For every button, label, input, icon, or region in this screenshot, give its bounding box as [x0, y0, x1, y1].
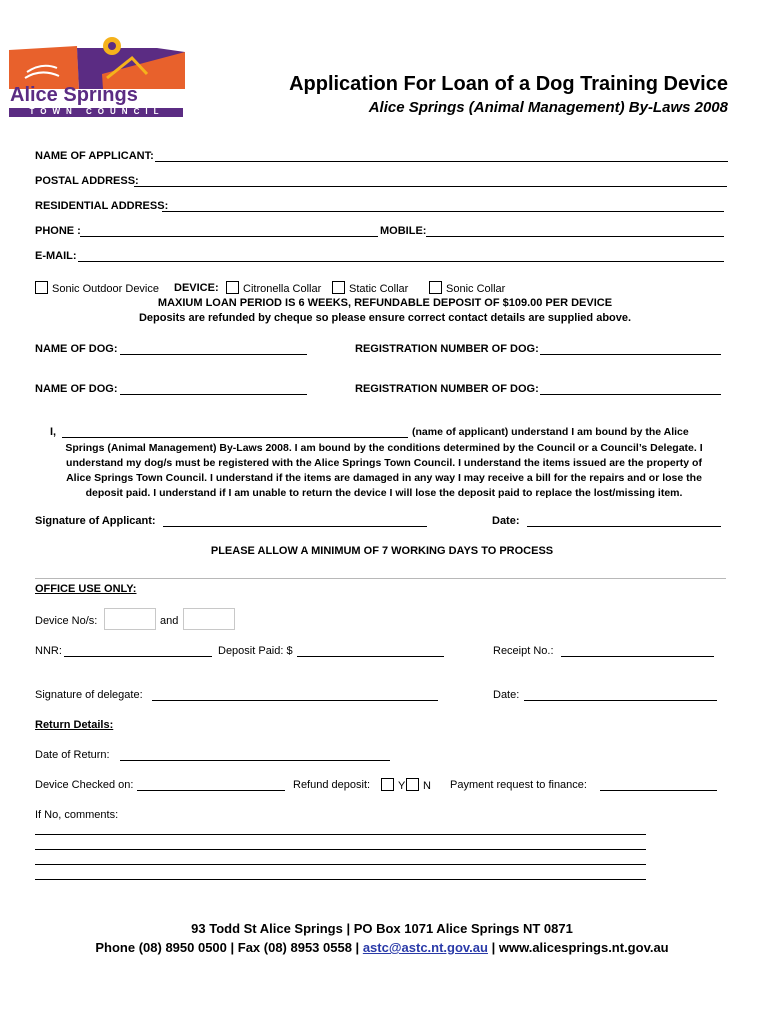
- nnr-field[interactable]: [64, 656, 212, 657]
- comments-line-1[interactable]: [35, 834, 646, 835]
- declaration-name-field[interactable]: [62, 437, 408, 438]
- applicant-signature-label: Signature of Applicant:: [35, 515, 156, 527]
- payment-request-label: Payment request to finance:: [450, 779, 587, 791]
- logo-title: Alice Springs: [10, 84, 138, 106]
- process-note: PLEASE ALLOW A MINIMUM OF 7 WORKING DAYS TO PROCESS: [210, 545, 554, 557]
- delegate-signature-field[interactable]: [152, 700, 438, 701]
- dog1-reg-field[interactable]: [540, 354, 721, 355]
- page-title: Application For Loan of a Dog Training Device: [289, 73, 728, 95]
- deposit-paid-label: Deposit Paid: $: [218, 645, 293, 657]
- dog2-name-label: NAME OF DOG:: [35, 383, 118, 395]
- receipt-no-label: Receipt No.:: [493, 645, 554, 657]
- residential-address-label: RESIDENTIAL ADDRESS:: [35, 200, 169, 212]
- nnr-label: NNR:: [35, 645, 62, 657]
- email-field[interactable]: [78, 261, 724, 262]
- footer-address: 93 Todd St Alice Springs | PO Box 1071 Alice Springs NT 0871: [191, 921, 573, 936]
- applicant-date-field[interactable]: [527, 526, 721, 527]
- return-date-field[interactable]: [120, 760, 390, 761]
- declaration-body: [30, 441, 738, 501]
- device-option-static: [332, 281, 408, 295]
- device-checked-field[interactable]: [137, 790, 285, 791]
- delegate-date-label: Date:: [493, 689, 520, 701]
- device-no-input-2[interactable]: [183, 608, 235, 630]
- deposit-paid-field[interactable]: [297, 656, 444, 657]
- page-subtitle: Alice Springs (Animal Management) By-Laws 2008: [368, 99, 728, 116]
- office-use-heading: [35, 583, 136, 595]
- delegate-signature-label: Signature of delegate:: [35, 689, 143, 701]
- footer-email-link[interactable]: astc@astc.nt.gov.au: [362, 940, 488, 955]
- dog1-name-field[interactable]: [120, 354, 307, 355]
- applicant-name-field[interactable]: [155, 161, 728, 162]
- device-label: DEVICE:: [174, 282, 219, 294]
- checkbox-refund-no[interactable]: [406, 778, 419, 791]
- council-logo: [7, 34, 185, 118]
- postal-address-field[interactable]: [134, 186, 727, 187]
- footer-phone-fax: Phone (08) 8950 0500 | Fax (08) 8953 0558 |: [95, 940, 360, 955]
- applicant-date-label: Date:: [492, 515, 520, 527]
- dog1-reg-label: REGISTRATION NUMBER OF DOG:: [355, 343, 539, 355]
- return-details-heading-text: Return Details:: [35, 719, 114, 731]
- declaration-line1: (name of applicant) understand I am bound by the Alice: [412, 426, 689, 438]
- refund-no-option: [406, 778, 431, 792]
- comments-label: If No, comments:: [35, 809, 119, 821]
- return-date-label: Date of Return:: [35, 749, 110, 761]
- dog2-reg-field[interactable]: [540, 394, 721, 395]
- refund-deposit-label: Refund deposit:: [293, 779, 371, 791]
- device-option-sonic-collar: [429, 281, 505, 295]
- mobile-label: MOBILE:: [380, 225, 427, 237]
- option-sonic-collar-label: Sonic Collar: [446, 283, 506, 295]
- declaration-line5: deposit paid. I understand if I am unable to return the device I will lose the deposit paid to replace the lost/missing item.: [85, 487, 683, 499]
- footer-website[interactable]: www.alicesprings.nt.gov.au: [498, 940, 669, 955]
- payment-request-field[interactable]: [600, 790, 717, 791]
- device-checked-label: Device Checked on:: [35, 779, 134, 791]
- office-divider: [35, 578, 726, 579]
- footer-contact: [0, 940, 764, 955]
- delegate-date-field[interactable]: [524, 700, 717, 701]
- loan-period-note: MAXIUM LOAN PERIOD IS 6 WEEKS, REFUNDABLE DEPOSIT OF $109.00 PER DEVICE: [157, 297, 613, 309]
- checkbox-sonic-outdoor[interactable]: [35, 281, 48, 294]
- declaration-line2: Springs (Animal Management) By-Laws 2008. I am bound by the conditions determined by the Council or a Council’s Delegate. I: [65, 442, 703, 454]
- checkbox-sonic-collar[interactable]: [429, 281, 442, 294]
- device-no-input-1[interactable]: [104, 608, 156, 630]
- postal-address-label: POSTAL ADDRESS:: [35, 175, 139, 187]
- receipt-no-field[interactable]: [561, 656, 714, 657]
- dog1-name-label: NAME OF DOG:: [35, 343, 118, 355]
- residential-address-field[interactable]: [162, 211, 724, 212]
- office-use-heading-text: OFFICE USE ONLY:: [35, 583, 137, 595]
- phone-field[interactable]: [80, 236, 378, 237]
- comments-line-3[interactable]: [35, 864, 646, 865]
- applicant-signature-field[interactable]: [163, 526, 427, 527]
- phone-label: PHONE :: [35, 225, 81, 237]
- return-details-heading: [35, 719, 113, 731]
- checkbox-citronella[interactable]: [226, 281, 239, 294]
- refund-yes-option: [381, 778, 405, 792]
- declaration-i: I,: [50, 426, 57, 438]
- comments-line-2[interactable]: [35, 849, 646, 850]
- footer-separator: |: [491, 940, 496, 955]
- refund-yes-label: Y: [398, 780, 406, 792]
- refund-no-label: N: [423, 780, 431, 792]
- mobile-field[interactable]: [426, 236, 724, 237]
- option-static-label: Static Collar: [349, 283, 409, 295]
- refund-note: Deposits are refunded by cheque so please ensure correct contact details are supplied above.: [138, 312, 632, 324]
- device-option-citronella: [226, 281, 321, 295]
- applicant-name-label: NAME OF APPLICANT:: [35, 150, 154, 162]
- declaration-line3: understand my dog/s must be registered with the Alice Springs Town Council. I understand the items issued are the property of: [66, 457, 702, 469]
- dog2-reg-label: REGISTRATION NUMBER OF DOG:: [355, 383, 539, 395]
- email-label: E-MAIL:: [35, 250, 77, 262]
- device-options-row: [35, 281, 159, 295]
- dog2-name-field[interactable]: [120, 394, 307, 395]
- comments-line-4[interactable]: [35, 879, 646, 880]
- checkbox-refund-yes[interactable]: [381, 778, 394, 791]
- checkbox-static[interactable]: [332, 281, 345, 294]
- declaration-line4: Alice Springs Town Council. I understand if the items are damaged in any way I may receive a bill for the repairs and or lose the: [66, 472, 702, 484]
- and-label: and: [160, 615, 179, 627]
- option-sonic-outdoor-label: Sonic Outdoor Device: [52, 283, 159, 295]
- option-citronella-label: Citronella Collar: [243, 283, 322, 295]
- logo-subtitle: TOWN COUNCIL: [29, 107, 165, 116]
- device-no-label: Device No/s:: [35, 615, 98, 627]
